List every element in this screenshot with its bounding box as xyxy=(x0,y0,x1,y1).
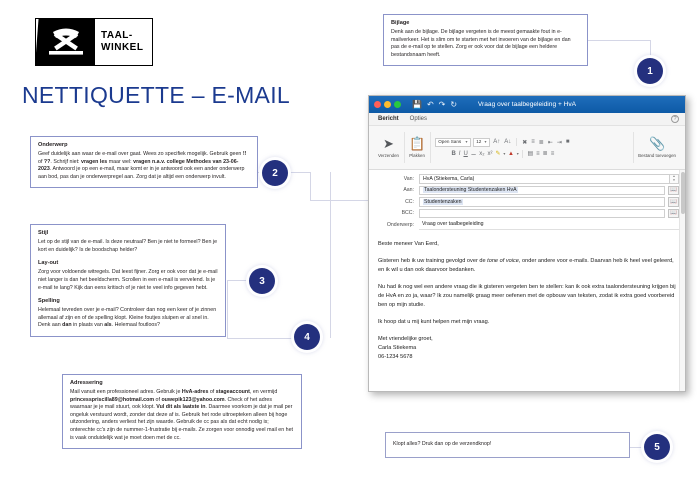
italic-icon[interactable]: I xyxy=(458,150,461,157)
divider xyxy=(516,138,517,146)
taalwinkel-logo-icon xyxy=(45,27,87,57)
addressbook-icon-cc[interactable]: 📖 xyxy=(668,197,679,207)
addressbook-icon-bcc[interactable]: 📖 xyxy=(668,209,679,219)
shrink-font-icon[interactable]: A↓ xyxy=(504,139,512,145)
addressbook-icon-aan[interactable]: 📖 xyxy=(668,186,679,196)
callout-onderwerp-body: Geef duidelijk aan waar de e-mail over gaat. Wees zo specifiek mogelijk. Gebruik geen !! of ??. Schrijf niet: vragen les maar wel: vragen n.a.v. college Methodes van 23-06-2023. Antwoord je op een e-mail, maar komt er in je antwoord ook een ander onderwerp aan bod, pas dan je onderwerpregel aan. Zorg dat je altijd een onderwerp invult. xyxy=(38,151,247,180)
connector-3-h xyxy=(227,280,251,281)
taalwinkel-logo xyxy=(35,18,153,66)
format-buttons-row xyxy=(450,150,555,158)
body-paragraph-3: Ik hoop dat u mij kunt helpen met mijn vraag. xyxy=(378,318,490,325)
font-name-select[interactable] xyxy=(435,138,471,147)
connector-1-h xyxy=(586,40,650,41)
decrease-indent-icon[interactable]: ⇤ xyxy=(547,139,553,146)
marker-2[interactable]: 2 xyxy=(262,160,288,186)
send-button-label: Verzenden xyxy=(378,153,399,158)
paste-button[interactable] xyxy=(409,137,425,158)
superscript-icon[interactable]: x² xyxy=(487,150,493,157)
increase-indent-icon[interactable]: ⇥ xyxy=(556,139,562,146)
window-controls xyxy=(374,101,401,108)
highlight-color-icon[interactable]: ✎ xyxy=(495,151,501,157)
font-controls-row xyxy=(435,138,570,147)
mail-scrollbar-thumb[interactable] xyxy=(681,172,685,214)
clipboard-icon: 📋 xyxy=(409,136,426,151)
minimize-button[interactable] xyxy=(384,101,391,108)
callout-adressering-title: Adressering xyxy=(70,380,103,386)
refresh-icon[interactable]: ↻ xyxy=(450,100,458,109)
ribbon-toolbar xyxy=(369,126,685,170)
logo-wordmark xyxy=(101,30,143,54)
from-value: HvA (Stiekema, Carla) xyxy=(423,175,475,182)
marker-1[interactable]: 1 xyxy=(637,58,663,84)
subject-value: Vraag over taalbegeleiding xyxy=(422,221,484,228)
callout-onderwerp-title: Onderwerp xyxy=(38,142,68,148)
marker-5[interactable]: 5 xyxy=(644,434,670,460)
mail-body[interactable] xyxy=(369,233,685,369)
font-color-icon[interactable]: ▲ xyxy=(508,150,514,157)
callout-stijl-layout-spelling xyxy=(30,224,226,337)
font-size-value: 12 xyxy=(476,139,482,144)
subject-field[interactable] xyxy=(419,220,679,230)
field-row-bcc xyxy=(375,209,679,219)
ribbon-group-clipboard xyxy=(404,128,430,167)
body-paragraph-1: Gisteren heb ik uw training gevolgd over de tone of voice, onder andere voor e-mails. Daarvan heb ik heel veel geleerd, en ik wil u dan ook daarvoor bedanken. xyxy=(378,257,674,273)
callout-spelling-body: Helemaal tevreden over je e-mail? Controleer dan nog een keer of je zinnen allemaal af zijn en of de spelling klopt. Kleine foutjes sluipen er al snel in. Denk aan dan in plaats van als. Helemaal foutloos? xyxy=(38,307,217,329)
clear-formatting-icon[interactable]: ✖ xyxy=(522,139,528,146)
callout-layout-title: Lay-out xyxy=(38,260,59,267)
redo-icon[interactable]: ↷ xyxy=(438,100,446,109)
chevron-down-icon[interactable]: ▼ xyxy=(502,151,507,156)
body-paragraph-2: Nu had ik nog wel een andere vraag die ik gisteren vergeten ben te stellen: kan ik ook extra taalondersteuning krijgen bij de HvA en zo ja, waar? Ik zou namelijk graag meer oefenen met de opbouw van teksten, zodat ik extra goed voorbereid ben op mijn studie. xyxy=(378,283,676,308)
grow-font-icon[interactable]: A↑ xyxy=(493,139,501,145)
align-left-icon[interactable]: ▤ xyxy=(527,151,534,157)
field-label-bcc: BCC: xyxy=(401,210,414,217)
tab-opties[interactable]: Opties xyxy=(409,116,428,122)
window-titlebar xyxy=(369,96,685,113)
callout-bijlage-body: Denk aan de bijlage. De bijlage vergeten is de meest gemaakte fout in e-mailverkeer. Het is slim om te starten met het invoeren van de bijlage en dan pas de e-mail op te stellen. Zorg er ook voor dat de bijlage een heldere bestandsnaam heeft. xyxy=(391,29,571,58)
body-signature-phone: 06-1234 5678 xyxy=(378,353,413,360)
send-arrow-icon: ➤ xyxy=(383,136,394,151)
connector-3-v xyxy=(227,280,228,338)
callout-onderwerp xyxy=(30,136,258,188)
field-row-onderwerp xyxy=(375,220,679,230)
from-field[interactable] xyxy=(419,174,670,184)
connector-2-h2 xyxy=(310,200,370,201)
window-title: Vraag over taalbegeleiding + HvA xyxy=(477,101,577,108)
cc-field[interactable] xyxy=(419,197,665,207)
font-name-value: Open Sans xyxy=(438,139,462,144)
chevron-down-icon: ▼ xyxy=(483,140,488,144)
align-right-icon[interactable]: ≣ xyxy=(542,151,548,157)
tab-bericht[interactable]: Bericht xyxy=(378,116,399,122)
ribbon-group-attach xyxy=(633,128,681,167)
callout-bijlage xyxy=(383,14,588,66)
strikethrough-icon[interactable]: ⚊ xyxy=(470,151,477,157)
paste-button-label: Plakken xyxy=(409,153,425,158)
save-icon[interactable]: 💾 xyxy=(412,100,422,109)
callout-verzenden xyxy=(385,432,630,458)
marker-4[interactable]: 4 xyxy=(294,324,320,350)
ribbon-tabbar xyxy=(369,113,685,126)
more-options-icon[interactable]: ■ xyxy=(565,139,570,145)
callout-stijl-title: Stijl xyxy=(38,230,49,236)
justify-icon[interactable]: ≡ xyxy=(550,150,555,157)
close-button[interactable] xyxy=(374,101,381,108)
send-button[interactable] xyxy=(378,137,399,158)
divider xyxy=(522,150,523,158)
underline-icon[interactable]: U xyxy=(463,150,468,157)
field-label-cc: CC: xyxy=(405,198,414,205)
paperclip-icon: 📎 xyxy=(648,136,666,151)
font-size-select[interactable] xyxy=(473,138,490,147)
connector-2-v xyxy=(310,172,311,200)
chevron-down-icon: ▼ xyxy=(464,140,469,144)
field-label-van: Van: xyxy=(403,175,414,182)
bcc-field[interactable] xyxy=(419,209,665,219)
align-center-icon[interactable]: ≡ xyxy=(536,150,540,157)
from-dropdown-icon[interactable]: ▲ ▼ xyxy=(670,174,679,184)
mail-scrollbar[interactable] xyxy=(679,170,685,391)
callout-spelling-title: Spelling xyxy=(38,298,60,305)
body-signoff: Met vriendelijke groet, xyxy=(378,335,433,342)
connector-4-v xyxy=(330,172,331,338)
ribbon-group-send xyxy=(373,128,404,167)
connector-3-h2 xyxy=(227,338,297,339)
numbering-icon[interactable]: ≣ xyxy=(538,139,544,146)
field-label-aan: Aan: xyxy=(403,187,414,194)
ribbon-group-font xyxy=(430,128,575,167)
to-field[interactable] xyxy=(419,186,665,196)
mail-compose-window xyxy=(368,95,686,392)
field-row-cc xyxy=(375,197,679,207)
logo-line-2: WINKEL xyxy=(101,42,144,53)
callout-adressering xyxy=(62,374,302,449)
to-value: Taalondersteuning Studentenzaken HvA xyxy=(424,187,517,194)
subscript-icon[interactable]: x₂ xyxy=(479,150,485,157)
page-title: NETTIQUETTE – E-MAIL xyxy=(22,82,290,108)
help-question-icon[interactable]: ? xyxy=(671,115,679,123)
field-row-van xyxy=(375,174,679,184)
callout-layout-body: Zorg voor voldoende witregels. Dat leest fijner. Zorg er ook voor dat je e-mail niet langer is dan het beeldscherm. Scrollen in een e-mail is vervelend. Is je e-mail te lang? Kijk dan eens kritisch of je niet te veel info gegeven hebt. xyxy=(38,269,218,291)
field-label-onderwerp: Onderwerp: xyxy=(386,221,414,228)
callout-bijlage-title: Bijlage xyxy=(391,20,410,26)
attach-file-button[interactable] xyxy=(638,137,676,158)
quick-access-toolbar xyxy=(412,100,457,109)
attach-file-label: Bestand toevoegen xyxy=(638,153,676,158)
callout-verzenden-body: Klopt alles? Druk dan op de verzendknop! xyxy=(393,440,492,447)
chevron-down-icon[interactable]: ▼ xyxy=(516,151,520,156)
cc-value: Studentenzaken xyxy=(424,198,462,205)
callout-adressering-body: Mail vanuit een professioneel adres. Gebruik je HvA-adres of stageaccount, en vermijd princesspriscilla89@hotmail.com of ouwepik123@yahoo.com. Check of het adres waarnaar je je mail stuurt, ook klopt. Vul dit als laatste in. Daarmee voorkom je dat je mail per ongeluk verstuurd wordt, zonder dat deze af is. Gebruik het rode uitroepteken alleen bij hoge uitzondering, anders verliest het zijn waarde. Gebruik de cc pas als dat echt nodig is; onterechte cc's zijn de nummer-1-frustratie bij e-mails. Ze zorgen voor onnodig veel mail en het is vaak onduidelijk wat je moet doen met de cc. xyxy=(70,389,293,441)
mail-header-fields xyxy=(369,170,685,233)
field-row-aan xyxy=(375,186,679,196)
maximize-button[interactable] xyxy=(394,101,401,108)
marker-3[interactable]: 3 xyxy=(249,268,275,294)
body-signature-name: Carla Stiekema xyxy=(378,344,417,351)
body-greeting: Beste meneer Van Eerd, xyxy=(378,240,439,247)
logo-line-1: TAAL- xyxy=(101,30,133,41)
bullets-icon[interactable]: ≡ xyxy=(531,139,535,145)
bold-icon[interactable]: B xyxy=(451,150,456,157)
callout-stijl-body: Let op de stijl van de e-mail. Is deze neutraal? Ben je niet te formeel? Ben je kort en duidelijk? Is de boodschap helder? xyxy=(38,239,218,253)
undo-icon[interactable]: ↶ xyxy=(426,100,434,109)
